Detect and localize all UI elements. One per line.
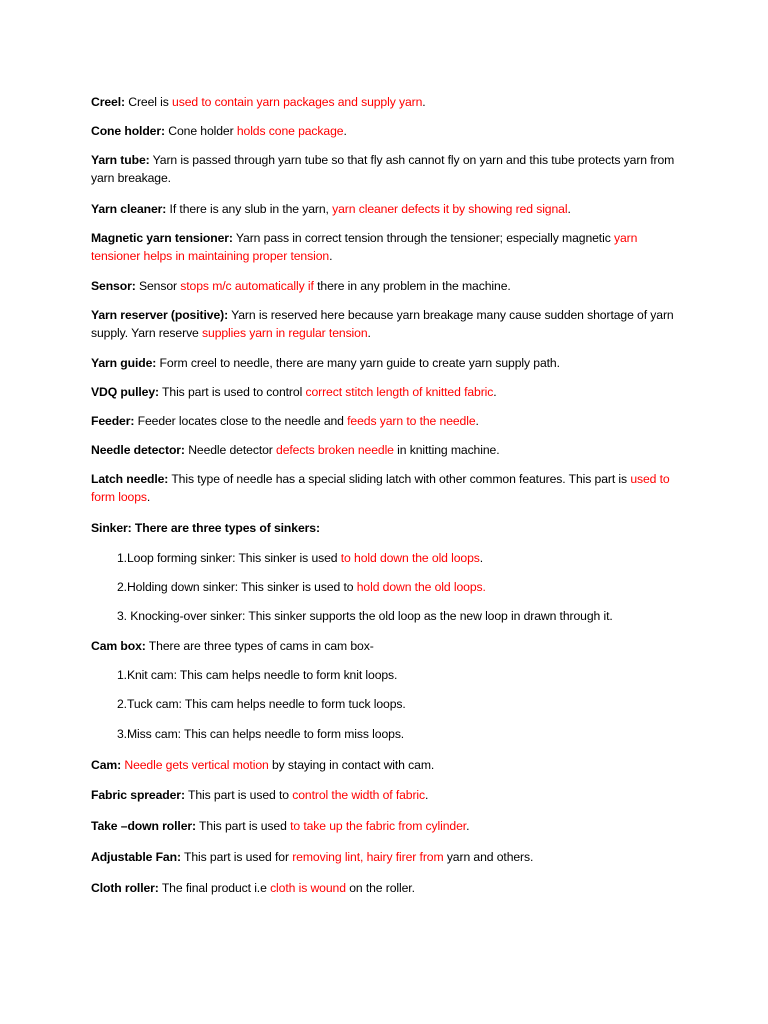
body-text: Form creel to needle, there are many yarn guide to create yarn supply path.: [156, 356, 560, 370]
list-item: [117, 725, 677, 743]
definition-paragraph: [91, 383, 681, 401]
term-label: Cam box:: [91, 639, 146, 653]
body-text: Yarn pass in correct tension through the tensioner; especially magnetic: [232, 231, 614, 245]
highlighted-text: yarn tensioner helps in maintaining proper tension: [91, 231, 638, 263]
body-text: Sensor: [135, 279, 181, 293]
highlighted-text: supplies yarn in regular tension: [202, 326, 368, 340]
definition-paragraph: [91, 229, 681, 265]
body-text: Creel is: [124, 95, 173, 109]
term-label: Sinker: There are three types of sinkers:: [91, 521, 320, 535]
body-text: This part is used to control: [158, 385, 306, 399]
definition-paragraph: [91, 412, 681, 430]
highlighted-text: control the width of fabric: [292, 788, 426, 802]
highlighted-text: yarn cleaner defects it by showing red signal: [332, 202, 568, 216]
term-label: Latch needle:: [91, 472, 169, 486]
body-text: .: [422, 95, 426, 109]
body-text: by staying in contact with cam.: [268, 758, 435, 772]
term-label: Yarn guide:: [91, 356, 157, 370]
definition-paragraph: [91, 786, 681, 804]
body-text: in knitting machine.: [393, 443, 500, 457]
body-text: Yarn is passed through yarn tube so that fly ash cannot fly on yarn and this tube protects yarn from yarn breakage.: [91, 153, 675, 185]
body-text: .: [493, 385, 497, 399]
body-text: This part is used for: [180, 850, 293, 864]
body-text: 1.Loop forming sinker: This sinker is used: [117, 551, 341, 565]
body-text: .: [367, 326, 371, 340]
definition-paragraph: [91, 441, 681, 459]
body-text: Feeder locates close to the needle and: [134, 414, 348, 428]
body-text: The final product i.e: [158, 881, 271, 895]
body-text: .: [343, 124, 347, 138]
term-label: Yarn cleaner:: [91, 202, 167, 216]
body-text: .: [466, 819, 470, 833]
body-text: This type of needle has a special sliding latch with other common features. This part is: [168, 472, 631, 486]
term-label: Adjustable Fan:: [91, 850, 181, 864]
term-label: Feeder:: [91, 414, 135, 428]
term-label: Needle detector:: [91, 443, 185, 457]
term-label: Magnetic yarn tensioner:: [91, 231, 233, 245]
body-text: .: [567, 202, 571, 216]
definition-paragraph: [91, 879, 681, 897]
highlighted-text: to take up the fabric from cylinder: [290, 819, 467, 833]
term-label: Creel:: [91, 95, 125, 109]
body-text: There are three types of cams in cam box-: [145, 639, 374, 653]
term-label: Cloth roller:: [91, 881, 159, 895]
body-text: Cone holder: [164, 124, 237, 138]
highlighted-text: Needle gets vertical motion: [124, 758, 269, 772]
term-label: Cone holder:: [91, 124, 165, 138]
body-text: there in any problem in the machine.: [313, 279, 511, 293]
definition-paragraph: [91, 756, 681, 774]
definition-paragraph: [91, 470, 681, 506]
definition-paragraph: [91, 277, 681, 295]
definition-paragraph: [91, 200, 681, 218]
highlighted-text: removing lint, hairy firer from: [292, 850, 444, 864]
term-label: VDQ pulley:: [91, 385, 159, 399]
highlighted-text: to hold down the old loops: [340, 551, 480, 565]
highlighted-text: used to contain yarn packages and supply yarn: [172, 95, 423, 109]
highlighted-text: feeds yarn to the needle: [347, 414, 476, 428]
term-label: Yarn tube:: [91, 153, 150, 167]
body-text: .: [475, 414, 479, 428]
definition-paragraph: [91, 306, 681, 342]
body-text: 2.Tuck cam: This cam helps needle to form tuck loops.: [117, 697, 406, 711]
highlighted-text: defects broken needle: [276, 443, 394, 457]
body-text: .: [329, 249, 333, 263]
body-text: 1.Knit cam: This cam helps needle to form knit loops.: [117, 668, 398, 682]
body-text: yarn and others.: [443, 850, 534, 864]
body-text: This part is used: [195, 819, 291, 833]
definition-paragraph: [91, 848, 681, 866]
body-text: If there is any slub in the yarn,: [166, 202, 333, 216]
highlighted-text: hold down the old loops.: [356, 580, 486, 594]
list-item: [117, 695, 677, 713]
definition-paragraph: [91, 519, 681, 537]
body-text: This part is used to: [184, 788, 293, 802]
term-label: Fabric spreader:: [91, 788, 185, 802]
term-label: Take –down roller:: [91, 819, 196, 833]
highlighted-text: used to form loops: [91, 472, 670, 504]
body-text: on the roller.: [345, 881, 415, 895]
definition-paragraph: [91, 637, 681, 655]
term-label: Cam:: [91, 758, 122, 772]
highlighted-text: cloth is wound: [270, 881, 346, 895]
definition-paragraph: [91, 151, 681, 187]
definition-paragraph: [91, 93, 681, 111]
definition-paragraph: [91, 122, 681, 140]
list-item: [117, 607, 677, 625]
body-text: 3. Knocking-over sinker: This sinker supports the old loop as the new loop in drawn through it.: [117, 609, 613, 623]
highlighted-text: stops m/c automatically if: [180, 279, 314, 293]
body-text: 2.Holding down sinker: This sinker is used to: [117, 580, 357, 594]
body-text: .: [146, 490, 151, 504]
body-text: .: [479, 551, 484, 565]
term-label: Yarn reserver (positive):: [91, 308, 229, 322]
body-text: 3.Miss cam: This can helps needle to form miss loops.: [117, 727, 405, 741]
list-item: [117, 549, 677, 567]
definition-paragraph: [91, 354, 681, 372]
body-text: Yarn is reserved here because yarn breakage many cause sudden shortage of yarn supply. Yarn reserve: [91, 308, 674, 340]
list-item: [117, 578, 677, 596]
definition-paragraph: [91, 817, 681, 835]
highlighted-text: correct stitch length of knitted fabric: [305, 385, 494, 399]
highlighted-text: holds cone package: [236, 124, 344, 138]
body-text: Needle detector: [184, 443, 277, 457]
body-text: .: [425, 788, 429, 802]
term-label: Sensor:: [91, 279, 136, 293]
list-item: [117, 666, 677, 684]
